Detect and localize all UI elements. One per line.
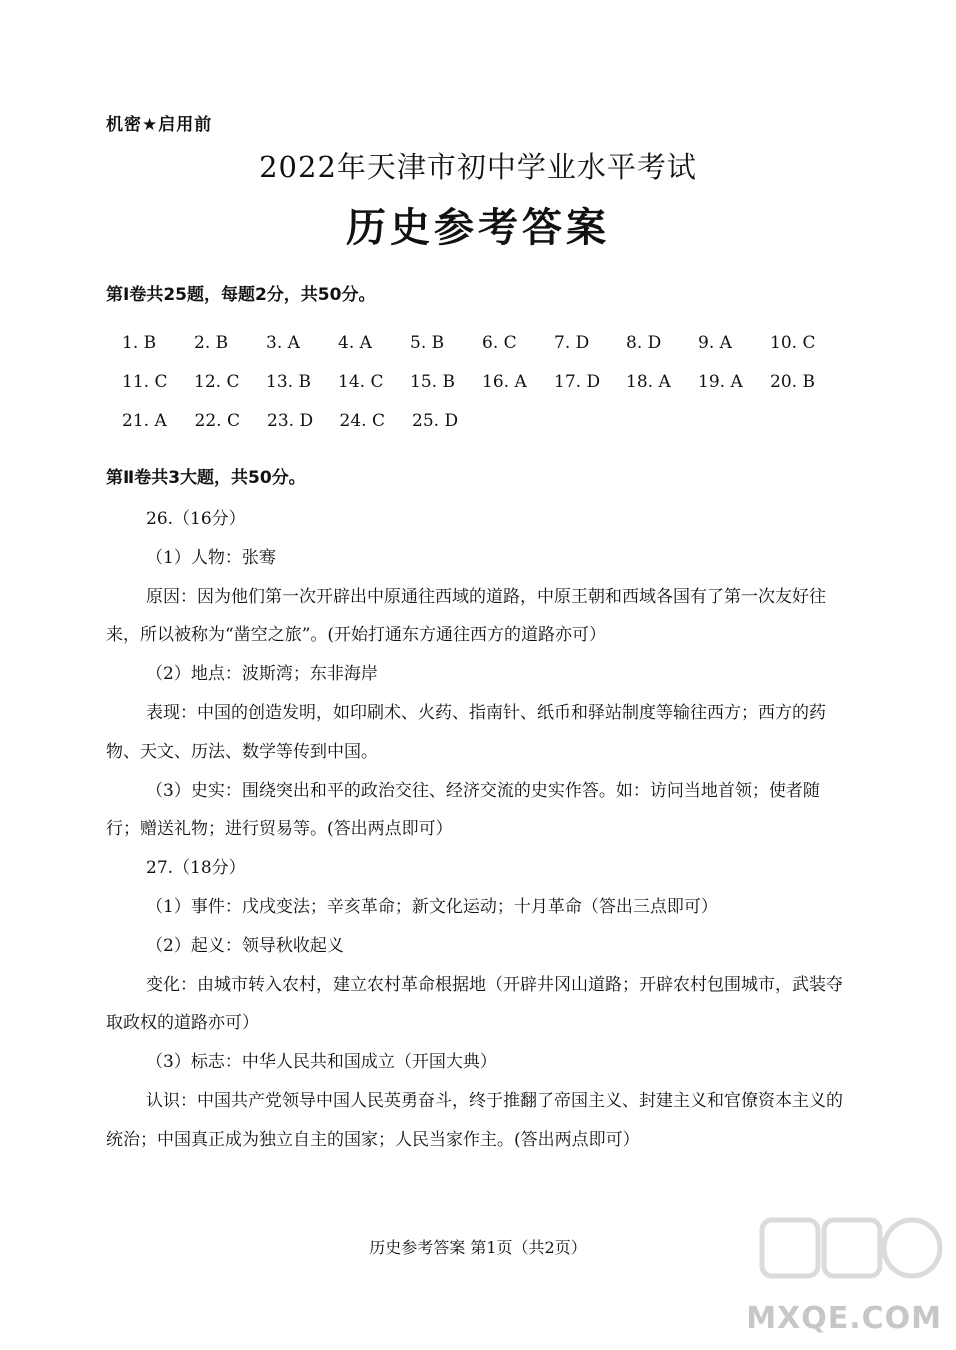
answer-item: 20. B bbox=[770, 372, 815, 392]
question-26-header: 26.（16分） bbox=[146, 509, 246, 529]
answer-grid bbox=[122, 330, 842, 447]
answer-item: 15. B bbox=[410, 372, 455, 392]
answer-item: 5. B bbox=[410, 333, 445, 353]
answer-line: 变化：由城市转入农村，建立农村革命根据地（开辟井冈山道路；开辟农村包围城市，武装夺取政权的道路亦可） bbox=[106, 974, 843, 1034]
answer-item: 22. C bbox=[194, 411, 240, 431]
answer-item: 24. C bbox=[339, 411, 385, 431]
page-footer: 历史参考答案 第1页（共2页） bbox=[369, 1238, 587, 1257]
section-1-heading: 第Ⅰ卷共25题，每题2分，共50分。 bbox=[106, 285, 376, 305]
answer-row bbox=[122, 408, 842, 447]
answer-line: （3）史实：围绕突出和平的政治交往、经济交流的史实作答。如：访问当地首领；使者随行；赠送礼物；进行贸易等。(答出两点即可） bbox=[106, 780, 820, 840]
answer-line: （2）起义：领导秋收起义 bbox=[146, 935, 344, 956]
answer-item: 7. D bbox=[554, 333, 590, 353]
answer-item: 12. C bbox=[194, 372, 240, 392]
answer-item: 16. A bbox=[482, 372, 527, 392]
answer-item: 4. A bbox=[338, 333, 372, 353]
answer-item: 14. C bbox=[338, 372, 384, 392]
answer-item: 21. A bbox=[122, 411, 167, 431]
answer-line: 认识：中国共产党领导中国人民英勇奋斗，终于推翻了帝国主义、封建主义和官僚资本主义的统治；中国真正成为独立自主的国家；人民当家作主。(答出两点即可） bbox=[106, 1090, 843, 1150]
answer-line: 原因：因为他们第一次开辟出中原通往西域的道路，中原王朝和西域各国有了第一次友好往来，所以被称为“凿空之旅”。(开始打通东方通往西方的道路亦可） bbox=[106, 586, 826, 646]
answer-item: 25. D bbox=[412, 411, 459, 431]
section-2-heading: 第Ⅱ卷共3大题，共50分。 bbox=[106, 468, 306, 488]
answer-item: 1. B bbox=[122, 333, 157, 353]
answer-item: 10. C bbox=[770, 333, 816, 353]
answer-item: 23. D bbox=[267, 411, 314, 431]
answer-row bbox=[122, 330, 842, 369]
answer-item: 19. A bbox=[698, 372, 743, 392]
answer-line: （3）标志：中华人民共和国成立（开国大典） bbox=[146, 1052, 497, 1073]
answer-line: （2）地点：波斯湾；东非海岸 bbox=[146, 664, 378, 685]
answer-item: 8. D bbox=[626, 333, 662, 353]
answer-item: 17. D bbox=[554, 372, 601, 392]
answer-item: 11. C bbox=[122, 372, 168, 392]
page-title: 历史参考答案 bbox=[346, 205, 610, 251]
answer-row bbox=[122, 369, 842, 408]
answer-item: 13. B bbox=[266, 372, 311, 392]
secret-label: 机密★启用前 bbox=[106, 115, 213, 135]
section-2-body bbox=[106, 500, 852, 1160]
answer-line: （1）人物：张骞 bbox=[146, 547, 276, 568]
answer-line: 表现：中国的创造发明，如印刷术、火药、指南针、纸币和驿站制度等输往西方；西方的药物、天文、历法、数学等传到中国。 bbox=[106, 702, 826, 762]
answer-line: （1）事件：戊戌变法；辛亥革命；新文化运动；十月革命（答出三点即可） bbox=[146, 896, 718, 917]
answer-item: 3. A bbox=[266, 333, 300, 353]
exam-title: 2022年天津市初中学业水平考试 bbox=[259, 150, 697, 184]
answer-item: 6. C bbox=[482, 333, 517, 353]
answer-item: 9. A bbox=[698, 333, 732, 353]
question-27-header: 27.（18分） bbox=[146, 858, 246, 879]
answer-item: 2. B bbox=[194, 333, 229, 353]
watermark-text: MXQE.COM bbox=[746, 1301, 942, 1336]
answer-item: 18. A bbox=[626, 372, 671, 392]
